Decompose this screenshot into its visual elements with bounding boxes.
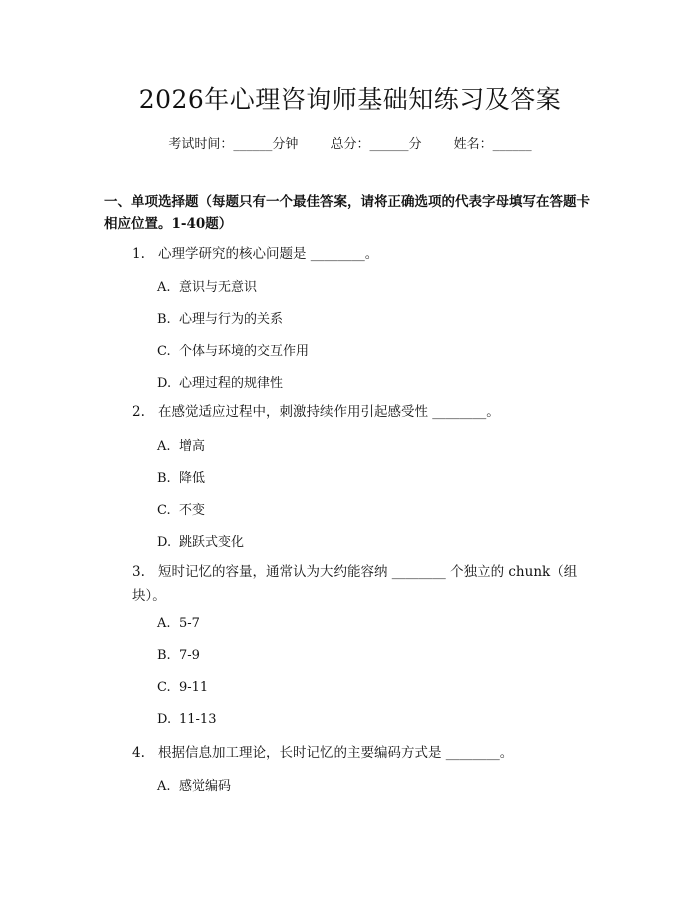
option-letter: C.	[157, 503, 171, 518]
question-text: 心理学研究的核心问题是 ________。	[158, 246, 379, 262]
option-text: 增高	[179, 439, 206, 454]
option-text: 感觉编码	[179, 779, 232, 794]
option-letter: A.	[157, 439, 171, 454]
document-title: 2026年心理咨询师基础知练习及答案	[138, 85, 562, 114]
option-text: 意识与无意识	[179, 280, 258, 295]
question-2	[132, 400, 594, 424]
option-3a	[157, 616, 200, 631]
option-text: 11-13	[179, 712, 217, 727]
question-text: 短时记忆的容量，通常认为大约能容纳 ________ 个独立的 chunk（组块）。	[132, 564, 578, 604]
option-letter: A.	[157, 779, 171, 794]
option-letter: D.	[157, 376, 172, 391]
question-number: 4.	[132, 745, 145, 761]
option-1d	[157, 372, 283, 391]
option-letter: B.	[157, 471, 171, 486]
option-letter: D.	[157, 535, 172, 550]
question-text: 根据信息加工理论，长时记忆的主要编码方式是 ________。	[158, 745, 514, 761]
section-heading: 一、单项选择题（每题只有一个最佳答案，请将正确选项的代表字母填写在答题卡相应位置。1-40题）	[104, 194, 590, 232]
option-text: 跳跃式变化	[179, 535, 245, 550]
option-3c	[157, 680, 208, 695]
question-number: 1.	[132, 246, 145, 262]
option-text: 7-9	[179, 648, 200, 663]
option-letter: A.	[157, 280, 171, 295]
option-text: 9-11	[179, 680, 209, 695]
question-4	[132, 741, 594, 765]
option-letter: B.	[157, 648, 171, 663]
option-1a	[157, 276, 257, 295]
exam-score: 总分：______分	[330, 137, 422, 152]
question-3	[132, 560, 594, 608]
option-4a	[157, 775, 231, 794]
option-text: 降低	[179, 471, 206, 486]
option-letter: A.	[157, 616, 171, 631]
option-3d	[157, 712, 216, 727]
option-text: 5-7	[179, 616, 200, 631]
exam-meta	[0, 133, 700, 152]
option-1c	[157, 340, 309, 359]
option-text: 个体与环境的交互作用	[179, 344, 310, 359]
question-text: 在感觉适应过程中，刺激持续作用引起感受性 ________。	[158, 404, 500, 420]
option-letter: B.	[157, 312, 171, 327]
option-letter: C.	[157, 680, 171, 695]
option-2d	[157, 531, 244, 550]
option-3b	[157, 648, 200, 663]
question-number: 2.	[132, 404, 145, 420]
option-text: 心理过程的规律性	[179, 376, 284, 391]
option-text: 不变	[179, 503, 206, 518]
option-text: 心理与行为的关系	[179, 312, 284, 327]
option-2c	[157, 499, 205, 518]
exam-name: 姓名：______	[453, 137, 532, 152]
option-letter: C.	[157, 344, 171, 359]
exam-time: 考试时间：______分钟	[168, 137, 299, 152]
option-2a	[157, 435, 205, 454]
question-1	[132, 242, 594, 266]
question-number: 3.	[132, 564, 145, 580]
option-2b	[157, 467, 205, 486]
option-1b	[157, 308, 283, 327]
option-letter: D.	[157, 712, 172, 727]
